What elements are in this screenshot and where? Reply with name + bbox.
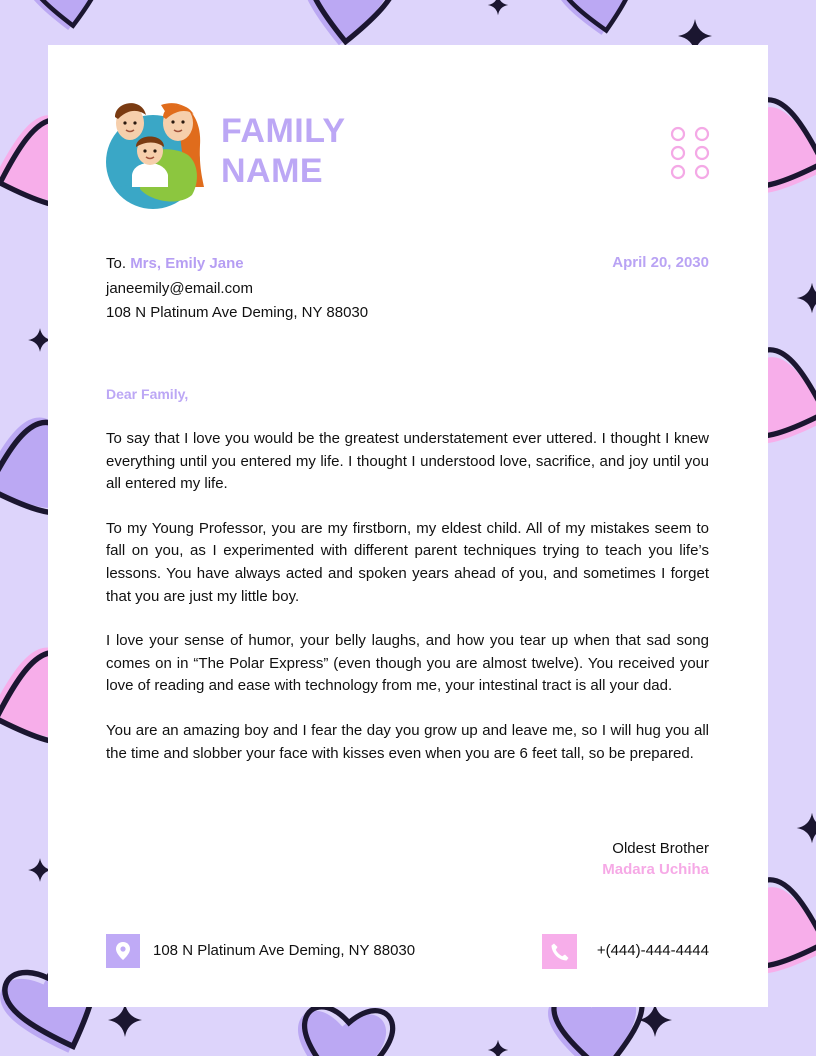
footer-phone: +(444)-444-4444 [596, 942, 709, 959]
letter-body [106, 428, 709, 787]
letter-date: April 20, 2030 [612, 254, 709, 271]
family-name-line-1: FAMILY [221, 112, 346, 150]
recipient-address: 108 N Platinum Ave Deming, NY 88030 [106, 304, 369, 321]
closing: Oldest Brother [612, 840, 709, 857]
recipient-line [106, 255, 244, 272]
body-paragraph: To say that I love you would be the greatest understatement ever uttered. I thought I knew everything until you entered my life. I thought I understood love, sacrifice, and joy until you all entered my life. [106, 430, 709, 493]
heart-icon [20, 0, 111, 35]
signer-name: Madara Uchiha [602, 861, 709, 878]
sparkle-icon [797, 813, 816, 844]
recipient-email: janeemily@email.com [106, 280, 253, 297]
location-badge [106, 934, 140, 968]
recipient-name: Mrs, Emily Jane [130, 255, 244, 272]
heart-icon [294, 1005, 394, 1056]
sparkle-icon [488, 1040, 508, 1056]
recipient-prefix: To. [106, 255, 127, 272]
sparkle-icon [797, 283, 816, 314]
letter-sheet [48, 45, 768, 1007]
family-name-title [221, 111, 346, 191]
body-paragraph: To my Young Professor, you are my firstborn, my eldest child. All of my mistakes seem to fall on you, as I experimented with different parent techniques trying to teach you life’s lessons. You have always acted and spoken years ahead of you, and sometimes I forget that you are just my little boy. [106, 519, 709, 605]
decorative-dots-icon [668, 125, 712, 181]
sparkle-icon [108, 1003, 142, 1037]
family-logo-icon [106, 95, 206, 210]
sparkle-icon [488, 0, 508, 15]
location-pin-icon [116, 942, 130, 960]
heart-icon [295, 0, 398, 51]
footer-address: 108 N Platinum Ave Deming, NY 88030 [153, 942, 416, 959]
family-name-line-2: NAME [221, 152, 324, 190]
heart-icon [551, 0, 644, 41]
body-paragraph: You are an amazing boy and I fear the day you grow up and leave me, so I will hug you all the time and slobber your face with kisses even when you are 6 feet tall, so be prepared. [106, 721, 709, 762]
greeting: Dear Family, [106, 386, 189, 402]
body-paragraph: I love your sense of humor, your belly laughs, and how you tear up when that sad song comes on in “The Polar Express” (even though you are almost twelve). You received your love of reading and ease with technology from me, your intestinal tract is all your dad. [106, 632, 709, 695]
